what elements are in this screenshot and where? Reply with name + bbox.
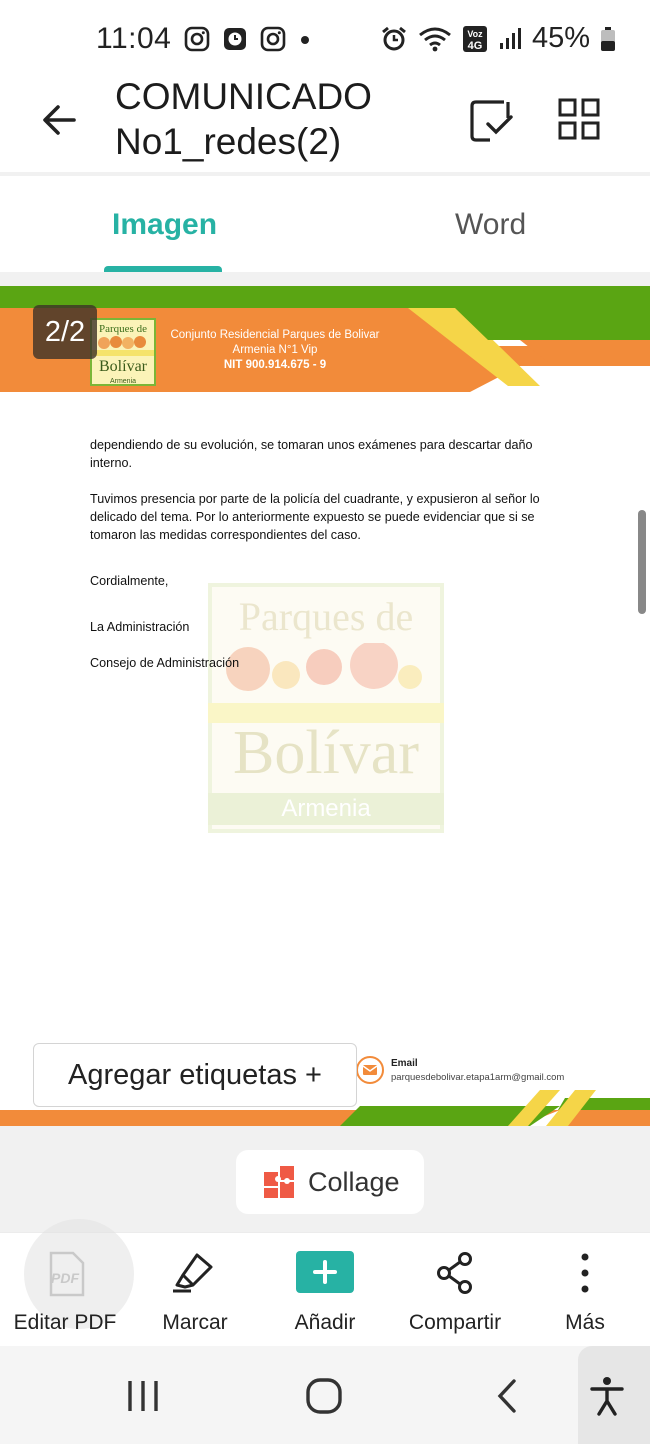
add-label: Añadir — [294, 1311, 356, 1334]
tab-imagen[interactable]: Imagen — [112, 208, 218, 241]
paragraph-1: dependiendo de su evolución, se tomaran unos exámenes para descartar daño interno. — [90, 438, 533, 470]
tabs-separator — [0, 272, 650, 286]
collage-label: Collage — [308, 1166, 400, 1197]
paragraph-2: Tuvimos presencia por parte de la policía del cuadrante, y expusieron al señor lo delicado del tema. Por lo anteriormente expuesto se puede evidenciar que si se tomaron las medidas correspondientes del caso. — [90, 492, 540, 542]
bottom-toolbar — [0, 1232, 650, 1346]
clock-app-icon — [222, 26, 248, 52]
status-bar — [0, 0, 650, 80]
wifi-icon — [418, 26, 452, 52]
more-vertical-icon — [579, 1251, 591, 1295]
watermark-line-1: Parques de — [238, 594, 414, 639]
dot-icon — [298, 26, 312, 52]
signal-icon — [498, 27, 522, 51]
accessibility-button[interactable] — [578, 1346, 650, 1444]
svg-text:Voz: Voz — [467, 28, 483, 39]
page-indicator: 2/2 — [33, 305, 97, 359]
svg-text:4G: 4G — [467, 39, 483, 52]
highlighter-icon — [171, 1251, 219, 1295]
scrollbar-thumb[interactable] — [638, 510, 646, 614]
title-line-2: No1_redes(2) — [115, 121, 342, 162]
more-button[interactable] — [520, 1233, 650, 1347]
svg-text:PDF: PDF — [51, 1270, 79, 1286]
email-address: parquesdebolivar.etapa1arm@gmail.com — [391, 1072, 565, 1083]
select-check-icon[interactable] — [468, 98, 514, 144]
add-button[interactable] — [260, 1233, 390, 1347]
document-body — [90, 436, 570, 690]
collage-button[interactable] — [236, 1150, 424, 1214]
title-line-1: COMUNICADO — [115, 76, 372, 117]
edit-pdf-label: Editar PDF — [13, 1311, 117, 1334]
email-label: Email — [391, 1058, 418, 1069]
accessibility-icon — [590, 1376, 624, 1416]
back-arrow-icon[interactable] — [38, 98, 82, 142]
header-divider — [0, 172, 650, 176]
logo-trees-icon — [92, 334, 154, 356]
watermark-line-3: Armenia — [208, 793, 444, 825]
notification-icons — [184, 26, 312, 52]
document-title — [115, 74, 435, 164]
system-nav-bar — [0, 1346, 650, 1444]
logo-line-3: Armenia — [109, 378, 137, 385]
share-icon — [435, 1251, 475, 1295]
document-preview[interactable] — [0, 286, 650, 1126]
instagram-icon — [184, 26, 210, 52]
back-nav-icon[interactable] — [494, 1378, 520, 1414]
signature-1: La Administración — [90, 620, 190, 634]
share-button[interactable] — [390, 1233, 520, 1347]
email-icon — [356, 1056, 384, 1084]
alarm-icon — [380, 25, 408, 53]
logo-line-1: Parques de — [99, 323, 147, 335]
pdf-icon — [43, 1251, 87, 1297]
battery-icon — [600, 26, 616, 52]
org-header-text — [160, 328, 390, 373]
signature-2: Consejo de Administración — [90, 656, 240, 670]
puzzle-icon — [262, 1164, 298, 1200]
app-header — [0, 74, 650, 174]
grid-view-icon[interactable] — [558, 98, 600, 140]
logo-line-2: Bolívar — [99, 358, 147, 375]
closing: Cordialmente, — [90, 574, 169, 588]
watermark-line-2: Bolívar — [233, 719, 419, 787]
share-label: Compartir — [408, 1311, 502, 1334]
status-right — [380, 22, 616, 55]
plus-icon — [296, 1251, 354, 1293]
org-logo — [90, 318, 156, 386]
tab-word[interactable]: Word — [455, 208, 527, 241]
add-tags-button[interactable]: Agregar etiquetas + — [33, 1043, 357, 1107]
status-time: 11:04 — [96, 22, 172, 55]
home-icon[interactable] — [306, 1378, 342, 1414]
battery-percent: 45% — [531, 22, 590, 54]
more-label: Más — [565, 1311, 605, 1334]
org-name: Conjunto Residencial Parques de Bolivar — [170, 329, 380, 341]
mark-button[interactable] — [130, 1233, 260, 1347]
recent-apps-icon[interactable] — [126, 1379, 160, 1413]
org-subtitle: Armenia N°1 Vip — [232, 344, 318, 356]
mark-label: Marcar — [162, 1311, 228, 1334]
instagram-icon — [260, 26, 286, 52]
volte-4g-icon — [462, 25, 488, 53]
view-tabs — [0, 178, 650, 272]
org-nit: NIT 900.914.675 - 9 — [223, 359, 327, 371]
edit-pdf-button[interactable] — [0, 1233, 130, 1347]
